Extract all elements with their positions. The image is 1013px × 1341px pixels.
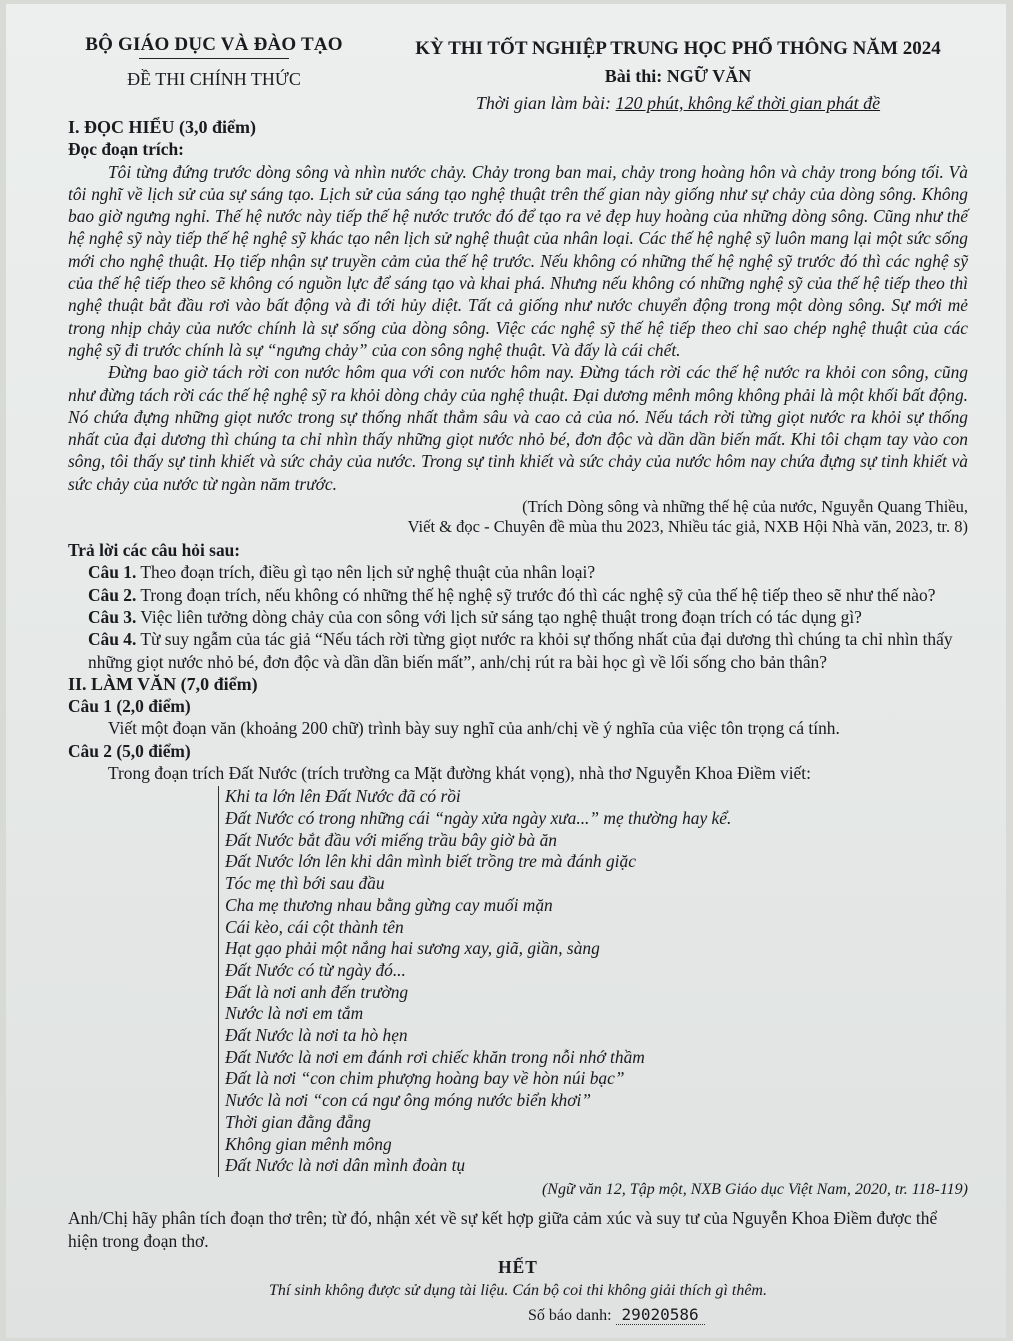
- poem-line: Đất Nước là nơi ta hò hẹn: [225, 1025, 408, 1046]
- essay-question-1-text: Viết một đoạn văn (khoảng 200 chữ) trình bày suy nghĩ của anh/chị về ý nghĩa của việc tôn trọng cá tính.: [108, 718, 840, 739]
- exam-note: Thí sinh không được sử dụng tài liệu. Cán bộ coi thi không giải thích gì thêm.: [269, 1282, 767, 1300]
- question-text: Trong đoạn trích, nếu không có những thế hệ nghệ sỹ trước đó thì các nghệ sỹ của thế hệ tiếp theo sẽ như thế nào?: [140, 584, 936, 605]
- exam-paper: [6, 4, 1006, 1338]
- question-label: Câu 3.: [88, 606, 137, 627]
- passage-source: [68, 497, 968, 537]
- poem-line: Tóc mẹ thì bới sau đầu: [225, 873, 385, 894]
- question-1: [88, 561, 968, 583]
- candidate-number: 29020586: [616, 1305, 705, 1325]
- poem-line: Cha mẹ thương nhau bằng gừng cay muối mặn: [225, 894, 553, 915]
- question-label: Câu 1.: [88, 562, 137, 583]
- passage-paragraph-2: Đừng bao giờ tách rời con nước hôm qua với con nước hôm nay. Đừng tách rời các thế hệ nước ra khỏi con sông, cũng như đừng tách rời các thế hệ nghệ sỹ ra khỏi dòng chảy của nghệ thuật. Đại dương mênh mông không phải là một khối bất động. Nó chứa đựng những giọt nước trong sự thống nhất thẳm sâu và cao cả của nó. Nếu tách rời từng giọt nước ra khỏi sự thống nhất của đại dương thì chúng ta chỉ nhìn thấy những giọt nước nhỏ bé, đơn độc và dần dần biến mất. Khi tôi chạm tay vào con sông, tôi thấy sự tinh khiết và sức chảy của nước. Trong sự tinh khiết và sức chảy của nước hôm nay chứa đựng sự tinh khiết và sức chảy của nước từ ngàn năm trước.: [68, 362, 968, 494]
- question-text: Theo đoạn trích, điều gì tạo nên lịch sử nghệ thuật của nhân loại?: [140, 562, 596, 583]
- poem-line: Cái kèo, cái cột thành tên: [225, 916, 404, 937]
- end-marker: HẾT: [498, 1256, 538, 1277]
- poem-line: Đất Nước có từ ngày đó...: [225, 959, 406, 980]
- essay-question-1-label: Câu 1 (2,0 điểm): [68, 696, 191, 717]
- poem-line: Khi ta lớn lên Đất Nước đã có rồi: [225, 786, 461, 807]
- question-text: Từ suy ngẫm của tác giả “Nếu tách rời từng giọt nước ra khỏi sự thống nhất của đại dương thì chúng ta chỉ nhìn thấy những giọt nước nhỏ bé, đơn độc và dần dần biến mất”, anh/chị rút ra bài học gì về lối sống cho bản thân?: [88, 629, 953, 672]
- poem-line: Thời gian đằng đẵng: [225, 1111, 372, 1132]
- poem-line: Nước là nơi “con cá ngư ông móng nước biển khơi”: [225, 1090, 592, 1111]
- essay-final-task: Anh/Chị hãy phân tích đoạn thơ trên; từ đó, nhận xét về sự kết hợp giữa cảm xúc và suy tư của Nguyễn Khoa Điềm được thể hiện trong đoạn thơ.: [68, 1208, 938, 1251]
- duration-value: 120 phút, không kể thời gian phát đề: [615, 93, 881, 113]
- official-label: ĐỀ THI CHÍNH THỨC: [127, 69, 301, 89]
- poem-line: Đất là nơi “con chim phượng hoàng bay về hòn núi bạc”: [225, 1068, 625, 1089]
- essay-question-2-label: Câu 2 (5,0 điểm): [68, 740, 191, 761]
- poem-line: Đất Nước là nơi dân mình đoàn tụ: [225, 1155, 466, 1176]
- poem-line: Đất Nước là nơi em đánh rơi chiếc khăn trong nỗi nhớ thầm: [225, 1046, 645, 1067]
- reading-section-title: I. ĐỌC HIỂU (3,0 điểm): [68, 117, 256, 137]
- header-left: [64, 34, 364, 90]
- poem-excerpt: [218, 786, 968, 1177]
- question-label: Câu 2.: [88, 584, 137, 605]
- poem-line: Nước là nơi em tắm: [225, 1003, 364, 1024]
- header-rule: [139, 58, 289, 59]
- poem-line: Đất Nước lớn lên khi dân mình biết trồng tre mà đánh giặc: [225, 851, 636, 872]
- essay-question-2-intro: Trong đoạn trích Đất Nước (trích trường ca Mặt đường khát vọng), nhà thơ Nguyễn Khoa Điềm viết:: [108, 763, 811, 784]
- poem-line: Không gian mênh mông: [225, 1133, 392, 1154]
- reading-intro: Đọc đoạn trích:: [68, 139, 184, 160]
- question-2: [88, 584, 968, 606]
- passage-paragraph-1: Tôi từng đứng trước dòng sông và nhìn nước chảy. Chảy trong ban mai, chảy trong hoàng hôn và chảy trong bóng tối. Và tôi nghĩ về lịch sử của sự sáng tạo. Lịch sử của sáng tạo nghệ thuật trên thế gian này giống như sự chảy của dòng sông. Không bao giờ ngưng nghỉ. Thế hệ nước này tiếp thế hệ nước trước đó để tạo ra vẻ đẹp huy hoàng của những dòng sông. Cũng như thế hệ nghệ sỹ này tiếp thế hệ nghệ sỹ khác tạo nên lịch sử nghệ thuật của nhân loại. Các thế hệ nghệ sỹ luôn mang lại một sức sống mới cho nghệ thuật. Họ tiếp nhận sự truyền cảm của thế hệ trước. Nếu không có những thế hệ nghệ sỹ trước đó thì các nghệ sỹ của thế hệ tiếp theo sẽ không có nguồn lực để sáng tạo và khai phá. Nhưng nếu không có những nghệ sỹ của thế hệ tiếp theo thì nghệ thuật bắt đầu rơi vào bất động và đi tới hủy diệt. Tất cả giống như nước chuyển động trong một dòng sông. Sự mới mẻ trong nhịp chảy của nước chính là sự sống của dòng sông. Việc các nghệ sỹ thế hệ tiếp theo chỉ sao chép nghệ thuật của các nghệ sỹ đi trước chính là sự “ngưng chảy” của con sông nghệ thuật. Và đấy là cái chết.: [68, 161, 968, 360]
- poem-line: Đất Nước có trong những cái “ngày xửa ngày xưa...” mẹ thường hay kể.: [225, 808, 732, 829]
- poem-line: Đất Nước bắt đầu với miếng trầu bây giờ bà ăn: [225, 829, 557, 850]
- exam-duration: [388, 93, 968, 114]
- question-4: [88, 628, 968, 673]
- passage-source-line-2: Viết & đọc - Chuyên đề mùa thu 2023, Nhiều tác giả, NXB Hội Nhà văn, 2023, tr. 8): [407, 517, 968, 537]
- question-3: [88, 606, 968, 628]
- exam-title: KỲ THI TỐT NGHIỆP TRUNG HỌC PHỔ THÔNG NĂM 2024: [415, 38, 941, 59]
- passage-source-line-1: (Trích Dòng sông và những thế hệ của nước, Nguyễn Quang Thiều,: [522, 497, 968, 517]
- questions-title: Trả lời các câu hỏi sau:: [68, 540, 241, 561]
- ministry-name: BỘ GIÁO DỤC VÀ ĐÀO TẠO: [85, 34, 343, 55]
- subject-title: Bài thi: NGỮ VĂN: [604, 66, 752, 86]
- exam-content: [68, 116, 968, 1328]
- header-right: [388, 38, 968, 114]
- candidate-number-label: Số báo danh:: [528, 1307, 612, 1325]
- poem-line: Hạt gạo phải một nắng hai sương xay, giã, giần, sàng: [225, 938, 600, 959]
- poem-source: (Ngữ văn 12, Tập một, NXB Giáo dục Việt Nam, 2020, tr. 118-119): [541, 1180, 968, 1198]
- duration-prefix: Thời gian làm bài:: [475, 93, 612, 113]
- writing-section-title: II. LÀM VĂN (7,0 điểm): [68, 673, 258, 694]
- question-text: Việc liên tưởng dòng chảy của con sông với lịch sử sáng tạo nghệ thuật trong đoạn trích có tác dụng gì?: [140, 606, 862, 627]
- candidate-number-field: [528, 1304, 968, 1327]
- poem-line: Đất là nơi anh đến trường: [225, 981, 409, 1002]
- question-label: Câu 4.: [88, 629, 137, 650]
